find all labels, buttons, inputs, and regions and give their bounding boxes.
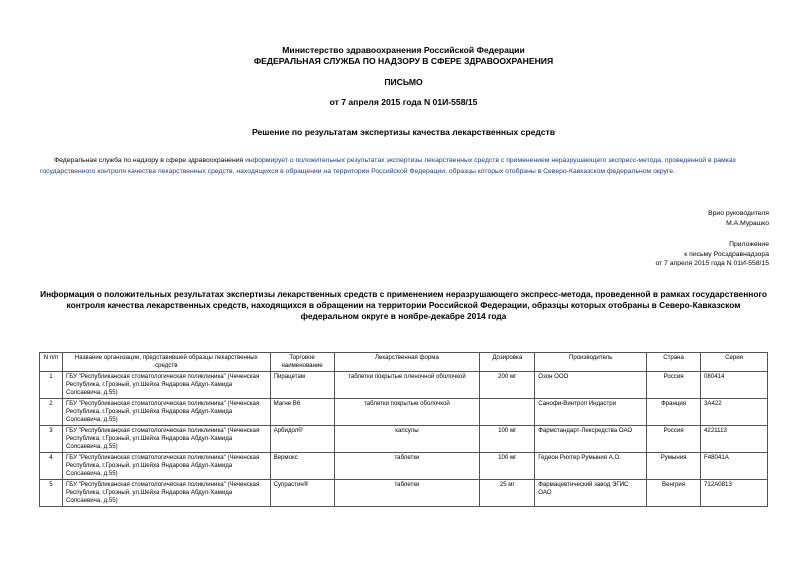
cell-manufacturer: Санофи-Винтроп Индастри <box>535 399 647 426</box>
signature-name: М.А.Мурашко <box>726 219 769 227</box>
col-header-dosage: Дозировка <box>480 353 535 372</box>
cell-dosage-form: таблетки <box>334 453 480 480</box>
cell-manufacturer: Фармацевтический завод ЭГИС ОАО <box>535 480 647 507</box>
cell-dosage: 200 мг <box>480 372 535 399</box>
col-header-manufacturer: Производитель <box>535 353 647 372</box>
cell-manufacturer: Фармстандарт-Лексредства ОАО <box>535 426 647 453</box>
cell-series: 080414 <box>701 372 768 399</box>
col-header-organization: Название организации, представившей образцы лекарственных средств <box>62 353 270 372</box>
cell-dosage: 100 мг <box>480 426 535 453</box>
cell-dosage <box>480 399 535 426</box>
cell-dosage-form: таблетки покрытые пленочной оболочкой <box>334 372 480 399</box>
col-header-series: Серия <box>701 353 768 372</box>
col-header-trade-name: Торговое наименование <box>270 353 334 372</box>
col-header-dosage-form: Лекарственная форма <box>334 353 480 372</box>
appendix-label: Приложение <box>729 241 769 248</box>
cell-organization: ГБУ "Республиканская стоматологическая поликлиника" (Чеченская Республика, г.Грозный, ул.Шейха Яндарова Абдул-Хамида Солсаевича, д.55) <box>62 372 270 399</box>
letter-intro: Федеральная служба по надзору в сфере здравоохранения <box>54 157 244 164</box>
cell-country: Россия <box>647 372 701 399</box>
table-row <box>40 480 768 507</box>
cell-country: Румыния <box>647 453 701 480</box>
cell-trade-name: Арбидол® <box>270 426 334 453</box>
table-row <box>40 399 768 426</box>
document-date-number: от 7 апреля 2015 года N 01И-558/15 <box>329 97 478 107</box>
letter-body <box>40 155 768 177</box>
cell-trade-name: Супрастин® <box>270 480 334 507</box>
samples-table <box>39 352 768 507</box>
signature <box>708 209 769 228</box>
signature-position: Врио руководителя <box>708 210 769 217</box>
cell-organization: ГБУ "Республиканская стоматологическая поликлиника" (Чеченская Республика, г.Грозный, ул.Шейха Яндарова Абдул-Хамида Солсаевича, д.55) <box>62 480 270 507</box>
table-row <box>40 426 768 453</box>
document-subject: Решение по результатам экспертизы качества лекарственных средств <box>251 127 556 137</box>
appendix-block <box>655 240 769 269</box>
letter-body-link[interactable]: информирует о положительных результатах экспертизы лекарственных средств с применением неразрушающего экспресс-метода, проведенной в рамках государственного контроля качества лекарственных средств, находящихся в обращении на территории Российской Федерации, образцы которых отобраны в Северо-Кавказском федеральном округе. <box>40 157 736 175</box>
cell-series: F48041А <box>701 453 768 480</box>
table-header-row <box>40 353 768 372</box>
cell-organization: ГБУ "Республиканская стоматологическая поликлиника" (Чеченская Республика, г.Грозный, ул.Шейха Яндарова Абдул-Хамида Солсаевича, д.55) <box>62 426 270 453</box>
cell-number: 4 <box>40 453 63 480</box>
table-row <box>40 372 768 399</box>
cell-number: 5 <box>40 480 63 507</box>
cell-series: 712А0813 <box>701 480 768 507</box>
cell-series: 4221113 <box>701 426 768 453</box>
col-header-number: N п/п <box>40 353 63 372</box>
ministry-name: Министерство здравоохранения Российской Федерации <box>282 45 525 55</box>
cell-number: 2 <box>40 399 63 426</box>
cell-trade-name: Магне В6 <box>270 399 334 426</box>
table-row <box>40 453 768 480</box>
cell-manufacturer: Гедеон Рихтер Румыния А.О. <box>535 453 647 480</box>
cell-trade-name: Вермокс <box>270 453 334 480</box>
cell-dosage: 100 мг <box>480 453 535 480</box>
info-title: Информация о положительных результатах экспертизы лекарственных средств с применением неразрушающего экспресс-метода, проведенной в рамках государственного контроля качества лекарственных средств, находящихся в обращении на территории Российской Федерации, образцы которых отобраны в Северо-Кавказском федеральном округе в ноябре-декабре 2014 года <box>40 289 767 321</box>
appendix-date: от 7 апреля 2015 года N 01И-558/15 <box>655 260 769 267</box>
cell-trade-name: Пирацетам <box>270 372 334 399</box>
cell-number: 3 <box>40 426 63 453</box>
appendix-reference: к письму Росздравнадзора <box>684 250 769 258</box>
cell-dosage-form: капсулы <box>334 426 480 453</box>
cell-dosage-form: таблетки покрытые оболочкой <box>334 399 480 426</box>
document-type: ПИСЬМО <box>384 77 423 87</box>
cell-country: Венгрия <box>647 480 701 507</box>
cell-organization: ГБУ "Республиканская стоматологическая поликлиника" (Чеченская Республика, г.Грозный, ул.Шейха Яндарова Абдул-Хамида Солсаевича, д.55) <box>62 453 270 480</box>
cell-country: Россия <box>647 426 701 453</box>
cell-series: 3А422 <box>701 399 768 426</box>
cell-number: 1 <box>40 372 63 399</box>
cell-dosage-form: таблетки <box>334 480 480 507</box>
cell-country: Франция <box>647 399 701 426</box>
cell-dosage: 25 мг <box>480 480 535 507</box>
service-name: ФЕДЕРАЛЬНАЯ СЛУЖБА ПО НАДЗОРУ В СФЕРЕ ЗДРАВООХРАНЕНИЯ <box>253 56 554 66</box>
col-header-country: Страна <box>647 353 701 372</box>
cell-manufacturer: Озон ООО <box>535 372 647 399</box>
cell-organization: ГБУ "Республиканская стоматологическая поликлиника" (Чеченская Республика, г.Грозный, ул.Шейха Яндарова Абдул-Хамида Солсаевича, д.55) <box>62 399 270 426</box>
